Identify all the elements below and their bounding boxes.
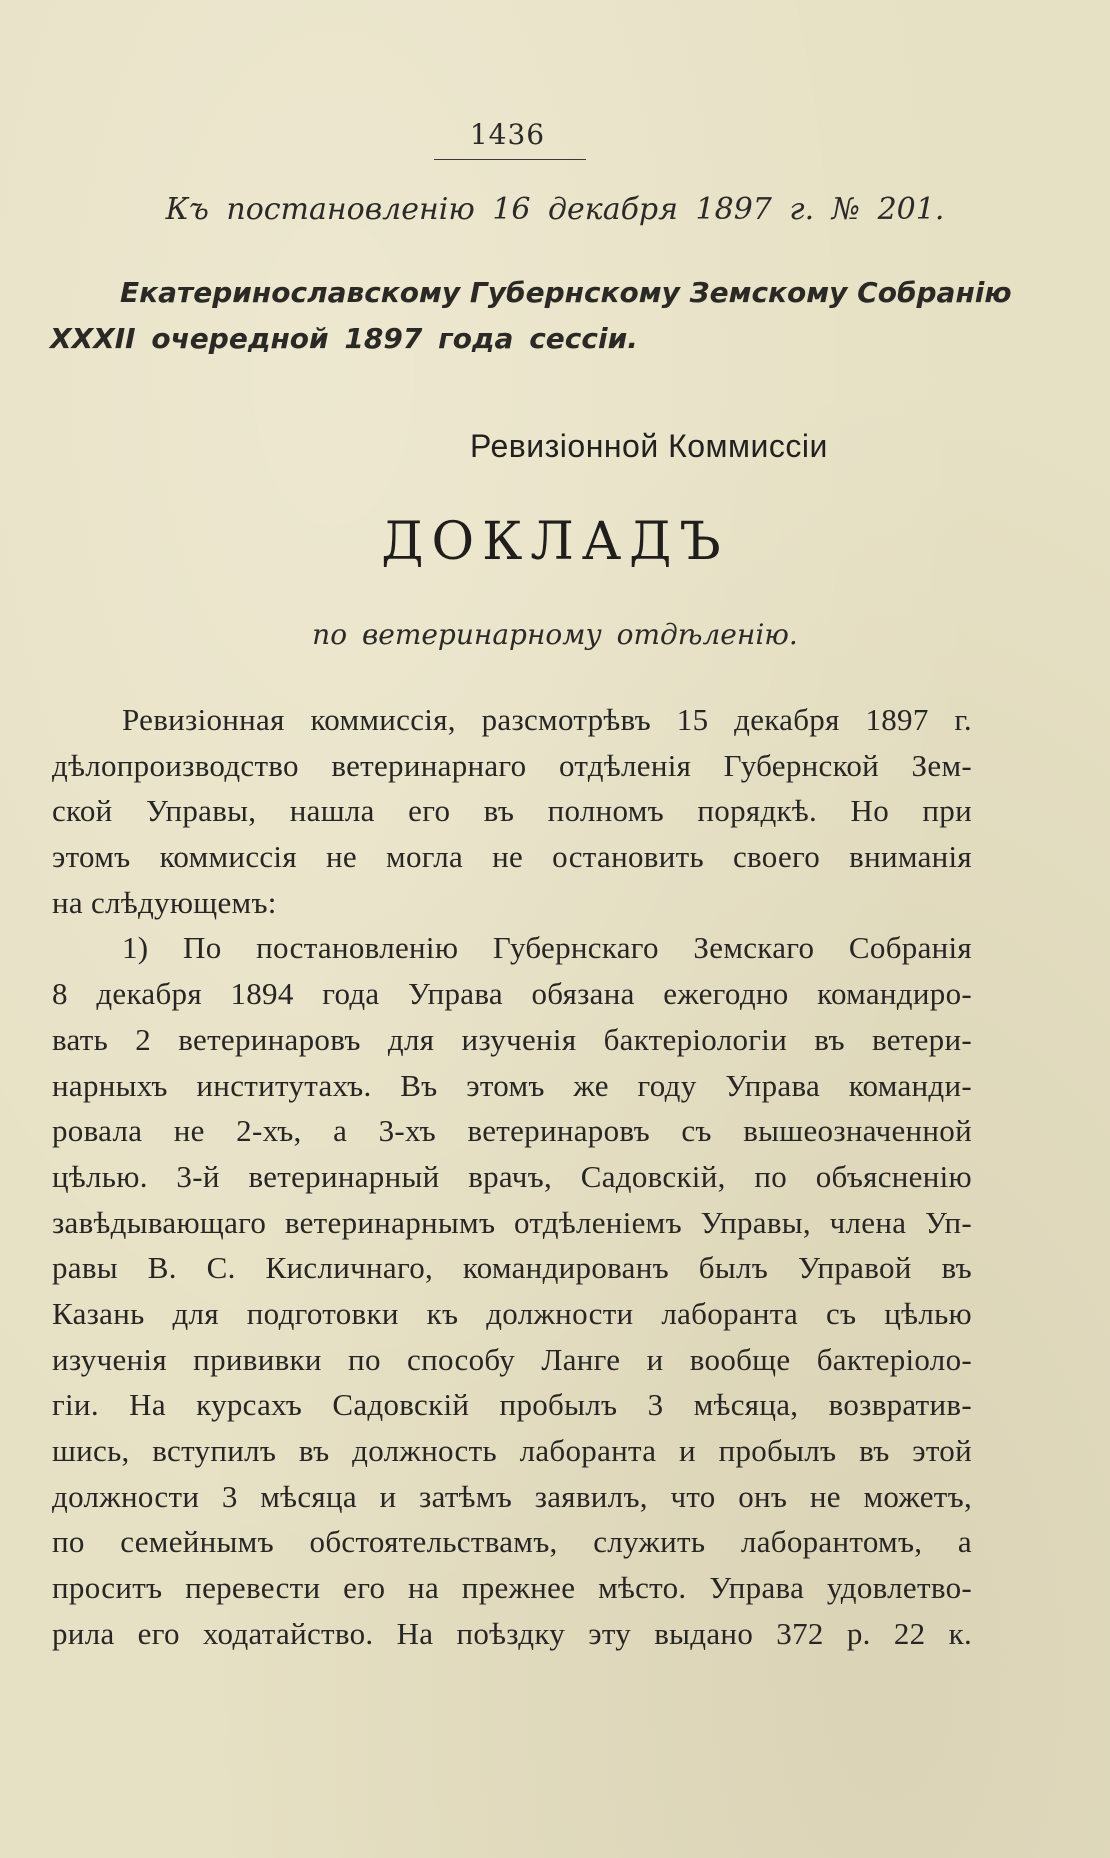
body-line: 8 декабря 1894 года Управа обязана ежегодно командиро- [52, 976, 972, 1012]
body-line: проситъ перевести его на прежнее мѣсто. Управа удовлетво- [52, 1570, 972, 1606]
body-line: гіи. На курсахъ Садовскій пробылъ 3 мѣсяца, возвратив- [52, 1387, 972, 1423]
body-line: этомъ коммиссія не могла не остановить своего вниманія [52, 839, 972, 875]
body-line: шись, вступилъ въ должность лаборанта и пробылъ въ этой [52, 1433, 972, 1468]
body-line: завѣдывающаго ветеринарнымъ отдѣленіемъ Управы, члена Уп- [52, 1204, 972, 1240]
addressee-line-2: XXXII очередной 1897 года сессіи. [50, 322, 638, 355]
body-line: Ревизіонная коммиссія, разсмотрѣвъ 15 декабря 1897 г. [122, 702, 972, 737]
body-line: цѣлью. 3-й ветеринарный врачъ, Садовскій, по объясненію [52, 1158, 972, 1194]
body-line: рила его ходатайство. На поѣздку эту выдано 372 р. 22 к. [52, 1615, 972, 1651]
body-line: на слѣдующемъ: [52, 884, 277, 920]
commission-heading: Ревизіонной Коммиссіи [470, 428, 828, 464]
page-number: 1436 [469, 118, 546, 151]
body-line: ровала не 2-хъ, а 3-хъ ветеринаровъ съ вышеозначенной [52, 1113, 972, 1149]
body-line: нарныхъ институтахъ. Въ этомъ же году Управа команди- [52, 1067, 972, 1103]
body-line: изученія прививки по способу Ланге и вообще бактеріоло- [52, 1341, 972, 1377]
body-line: дѣлопроизводство ветеринарнаго отдѣленія Губернской Зем- [52, 747, 972, 783]
body-line: должности 3 мѣсяца и затѣмъ заявилъ, что онъ не можетъ, [52, 1478, 972, 1514]
body-line: 1) По постановленію Губернскаго Земскаго Собранія [122, 930, 972, 966]
body-line: вать 2 ветеринаровъ для изученія бактеріологіи въ ветери- [52, 1021, 972, 1057]
document-title: ДОКЛАДЪ [381, 512, 729, 572]
document-subtitle: по ветеринарному отдѣленію. [312, 618, 798, 651]
body-line: Казань для подготовки къ должности лаборанта съ цѣлью [52, 1295, 972, 1331]
page-number-rule [434, 159, 586, 160]
addressee-line-1: Екатеринославскому Губернскому Земскому Собранію [120, 276, 1012, 309]
body-line: по семейнымъ обстоятельствамъ, служить лаборантомъ, а [52, 1524, 972, 1560]
report-body [52, 697, 972, 1656]
resolution-reference: Къ постановленію 16 декабря 1897 г. № 201. [165, 192, 945, 227]
body-line: равы В. С. Кисличнаго, командированъ былъ Управой въ [52, 1250, 972, 1286]
body-line: ской Управы, нашла его въ полномъ порядкѣ. Но при [52, 793, 972, 829]
